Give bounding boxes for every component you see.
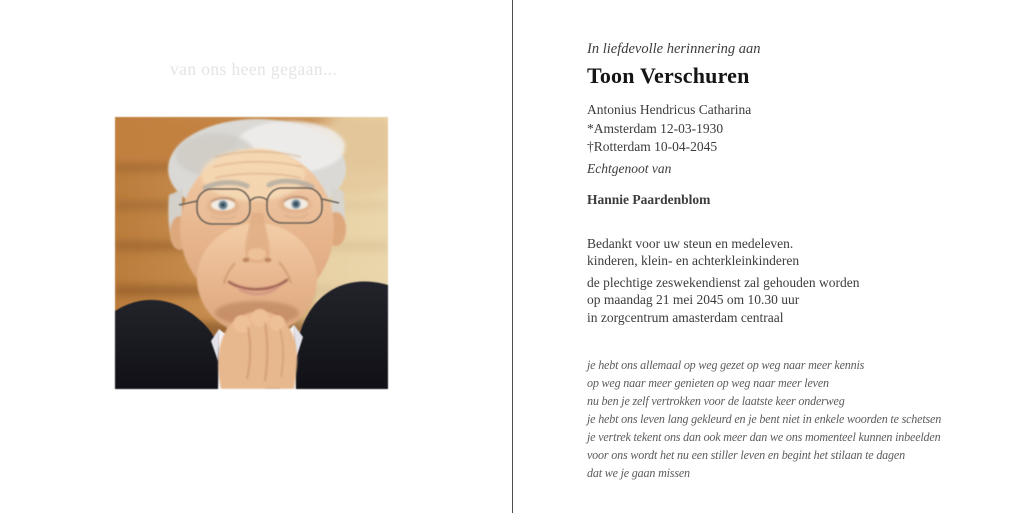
service-line: in zorgcentrum amasterdam centraal xyxy=(587,309,784,325)
thanks-line: Bedankt voor uw steun en medeleven. xyxy=(587,236,794,251)
spouse-name: Hannie Paardenblom xyxy=(587,192,711,207)
poem-block xyxy=(587,356,941,482)
death-line: †Rotterdam 10-04-2045 xyxy=(587,138,718,154)
service-line: de plechtige zeswekendienst zal gehouden worden xyxy=(587,275,860,290)
watermark-text: van ons heen gegaan... xyxy=(170,59,338,79)
poem-line: voor ons wordt het nu een stiller leven en begint het stilaan te dagen xyxy=(587,447,905,462)
poem-line: dat we je gaan missen xyxy=(587,465,690,480)
thanks-block xyxy=(587,236,799,269)
poem-line: op weg naar meer genieten op weg naar meer leven xyxy=(587,375,829,390)
poem-line: nu ben je zelf vertrokken voor de laatste keer onderweg xyxy=(587,393,845,408)
birth-death-dates xyxy=(587,120,723,155)
poem-line: je hebt ons allemaal op weg gezet op weg naar meer kennis xyxy=(587,357,865,372)
portrait-photo xyxy=(115,117,388,389)
spouse-label: Echtgenoot van xyxy=(587,161,672,176)
deceased-name: Toon Verschuren xyxy=(587,63,750,88)
service-block xyxy=(587,274,860,326)
thanks-line: kinderen, klein- en achterkleinkinderen xyxy=(587,252,800,268)
service-line: op maandag 21 mei 2045 om 10.30 uur xyxy=(587,292,800,308)
full-names: Antonius Hendricus Catharina xyxy=(587,102,752,117)
birth-line: *Amsterdam 12-03-1930 xyxy=(587,121,724,136)
page-fold-divider xyxy=(512,0,513,513)
portrait-photo-drawing xyxy=(115,117,388,389)
poem-line: je vertrek tekent ons dan ook meer dan we ons momenteel kunnen inbeelden xyxy=(587,429,941,444)
intro-line: In liefdevolle herinnering aan xyxy=(587,41,761,57)
poem-line: je hebt ons leven lang gekleurd en je bent niet in enkele woorden te schetsen xyxy=(587,411,942,426)
